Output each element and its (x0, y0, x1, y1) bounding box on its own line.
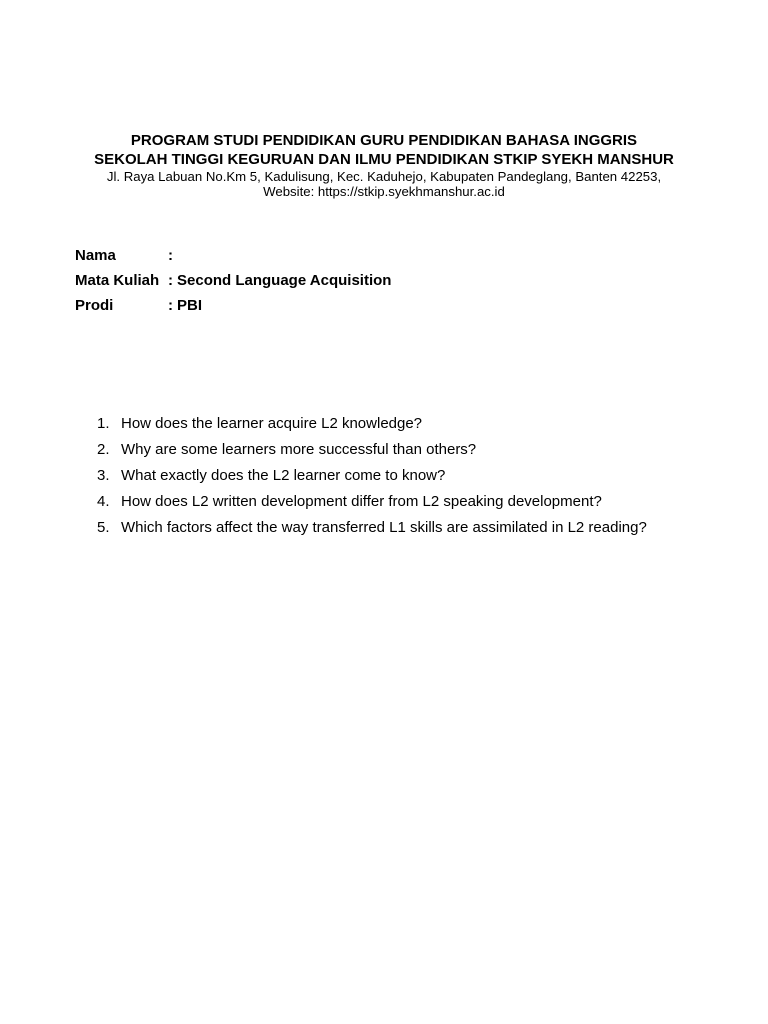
question-number: 1. (97, 415, 110, 432)
question-number: 3. (97, 467, 110, 484)
info-value: Second Language Acquisition (177, 272, 392, 289)
list-item (97, 440, 647, 466)
question-number: 4. (97, 493, 110, 510)
question-text: How does the learner acquire L2 knowledge? (121, 415, 423, 432)
question-number: 2. (97, 441, 110, 458)
info-separator: : (168, 272, 173, 289)
info-value: PBI (177, 297, 203, 314)
list-item (97, 492, 647, 518)
list-item (97, 414, 647, 440)
info-label: Prodi (75, 297, 114, 314)
question-text: How does L2 written development differ from L2 speaking development? (121, 493, 602, 510)
info-label: Mata Kuliah (75, 272, 160, 289)
program-title: PROGRAM STUDI PENDIDIKAN GURU PENDIDIKAN BAHASA INGGRIS (130, 132, 638, 149)
info-separator: : (168, 247, 173, 264)
list-item (97, 466, 647, 492)
question-text: What exactly does the L2 learner come to know? (121, 467, 446, 484)
question-list (97, 414, 647, 544)
student-info (75, 246, 391, 321)
info-label: Nama (75, 247, 116, 264)
info-row-mata-kuliah (75, 271, 391, 296)
info-row-nama (75, 246, 391, 271)
info-separator: : (168, 297, 173, 314)
question-text: Which factors affect the way transferred L1 skills are assimilated in L2 reading? (121, 519, 647, 536)
institution-title: SEKOLAH TINGGI KEGURUAN DAN ILMU PENDIDIKAN STKIP SYEKH MANSHUR (94, 151, 674, 168)
document-header (0, 131, 768, 199)
institution-address: Jl. Raya Labuan No.Km 5, Kadulisung, Kec. Kaduhejo, Kabupaten Pandeglang, Banten 42253, (106, 169, 662, 184)
info-row-prodi (75, 296, 391, 321)
question-number: 5. (97, 519, 110, 536)
institution-website: Website: https://stkip.syekhmanshur.ac.id (263, 184, 505, 199)
list-item (97, 518, 647, 544)
question-text: Why are some learners more successful than others? (121, 441, 477, 458)
